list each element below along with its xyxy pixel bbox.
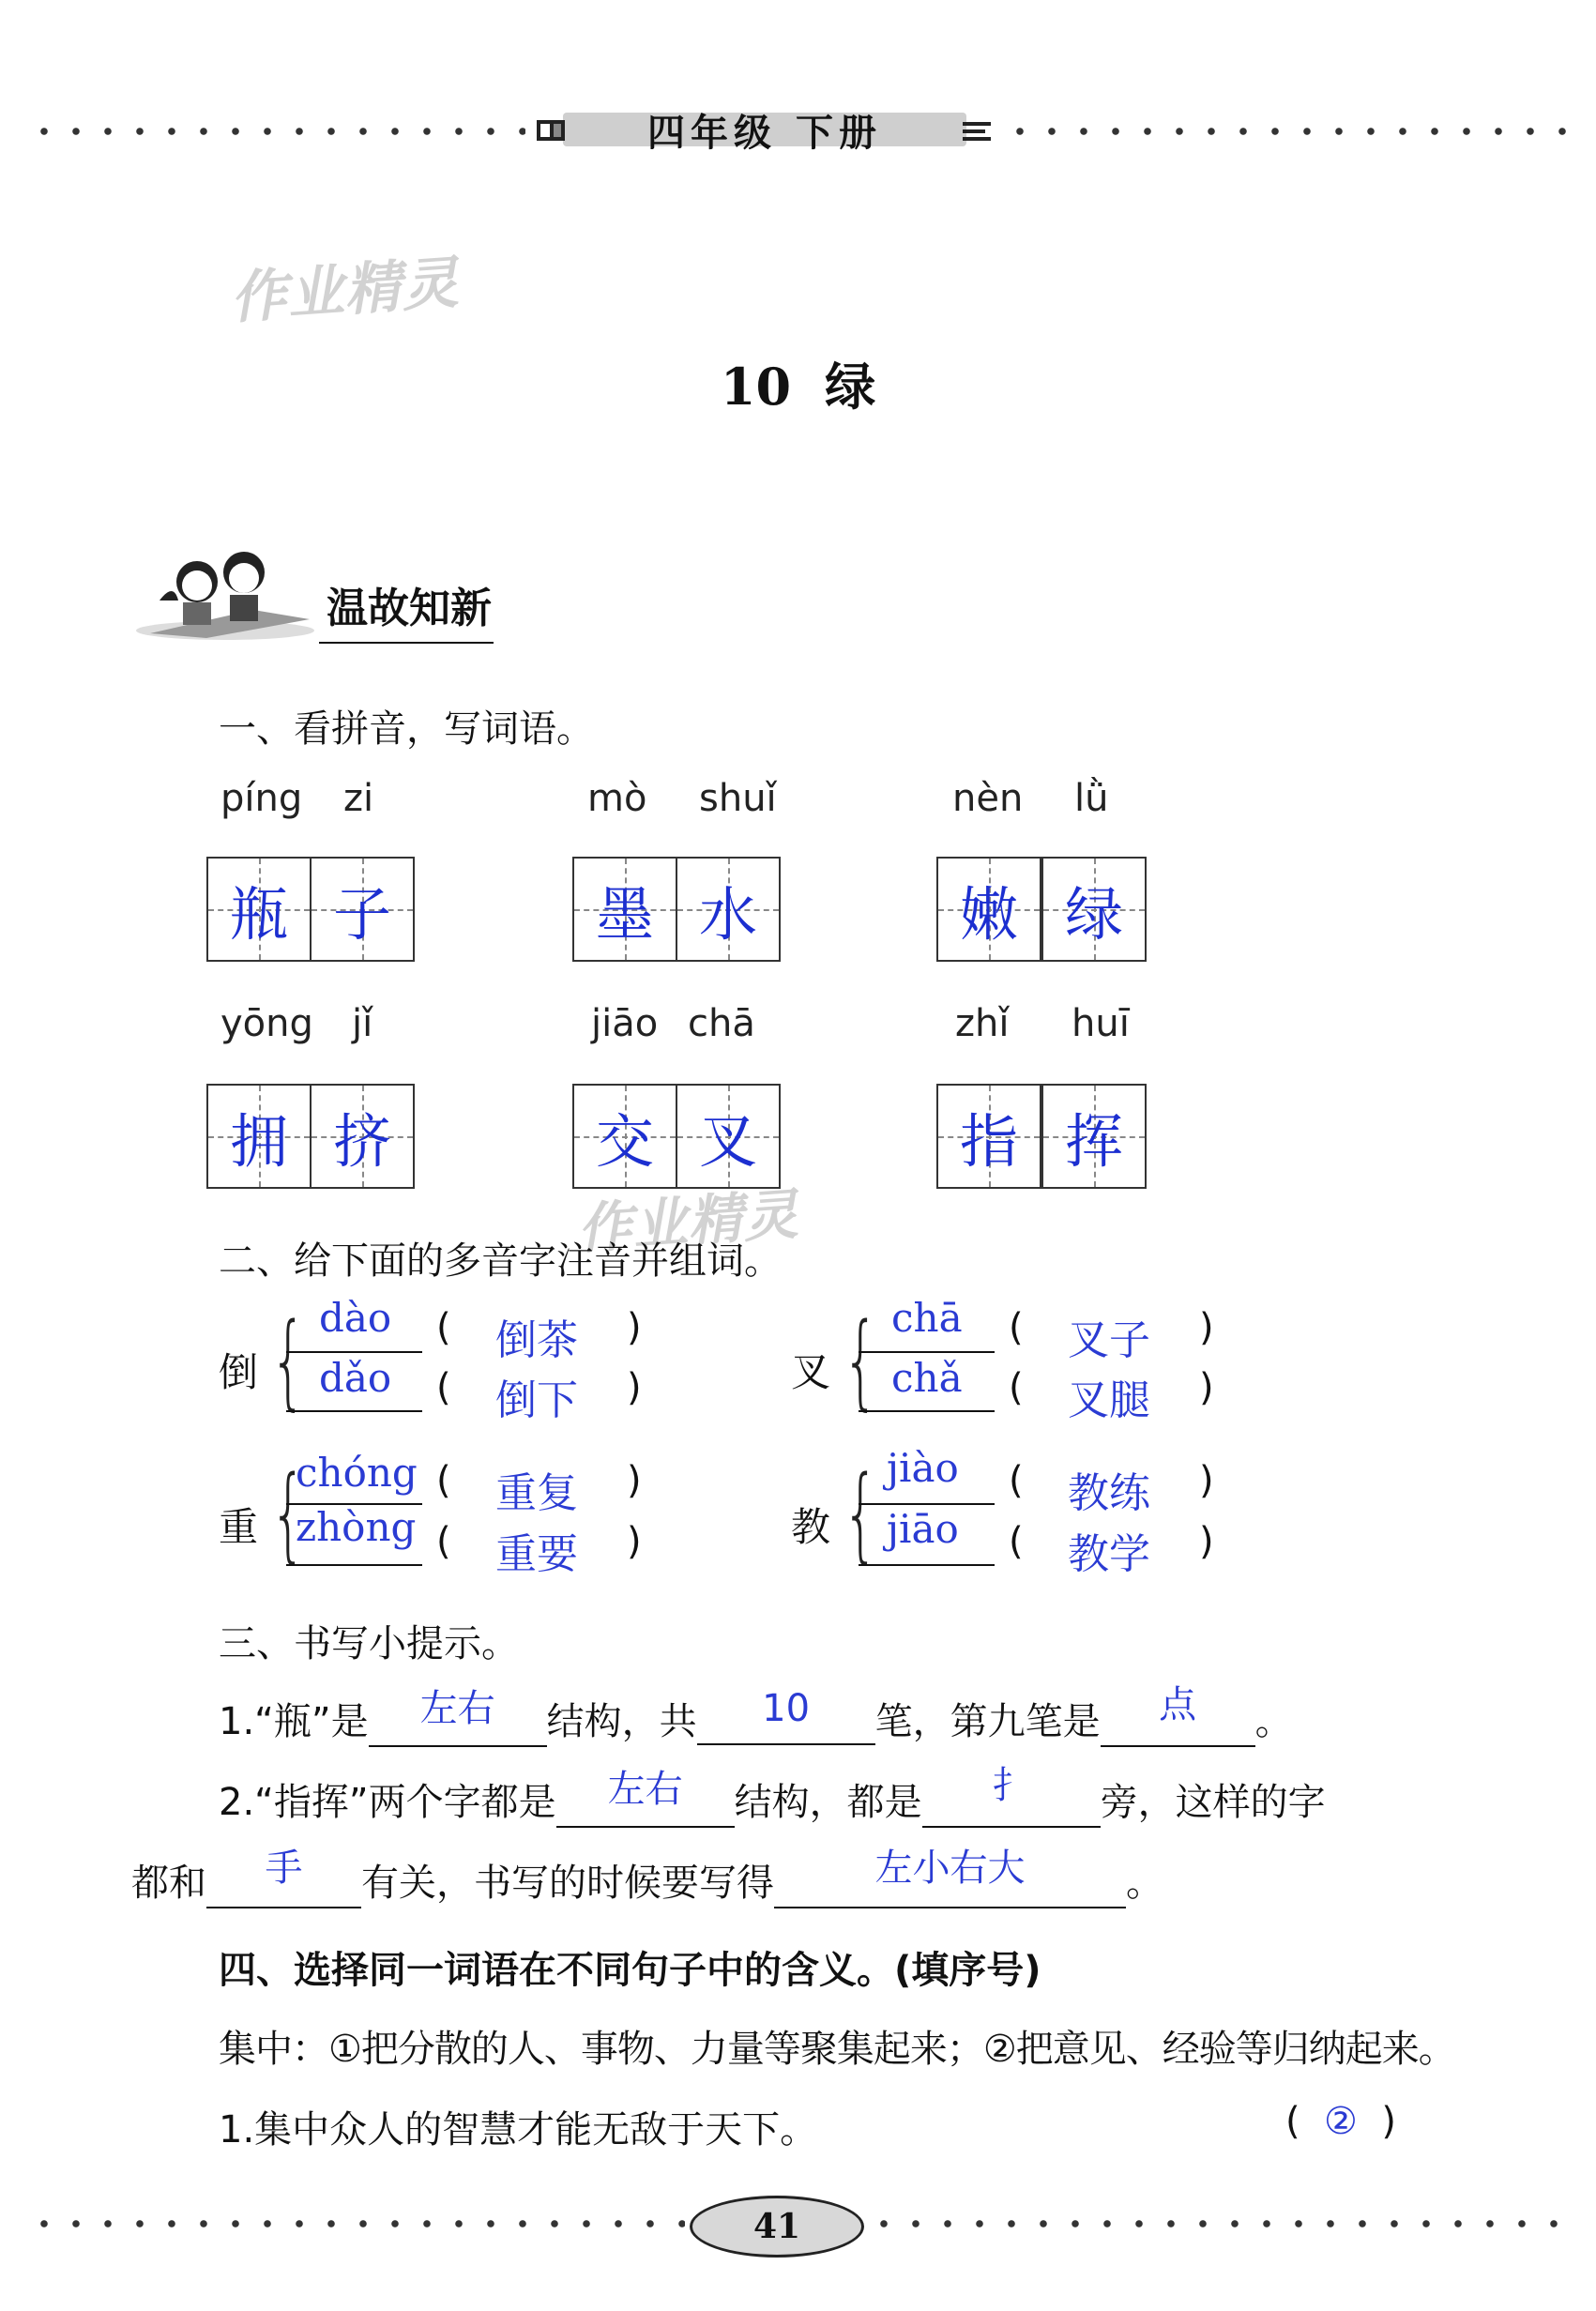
- answer-char: 水: [698, 879, 757, 949]
- answer-word: 教学: [1068, 1530, 1150, 1578]
- text: 旁，这样的字: [1100, 1781, 1326, 1824]
- text: 结构，都是: [734, 1781, 922, 1824]
- text: 都和: [131, 1862, 206, 1905]
- polyphone-char: 教: [791, 1504, 831, 1550]
- pinyin: yōng: [220, 1002, 313, 1045]
- blank: [369, 1687, 547, 1747]
- watermark: 作业精灵: [575, 1181, 801, 1262]
- pinyin: jiāo: [591, 1002, 659, 1045]
- pinyin: jǐ: [352, 1002, 373, 1045]
- brace: {: [270, 1300, 307, 1421]
- pinyin: lǜ: [1074, 777, 1109, 820]
- answer-pinyin: dǎo: [319, 1355, 392, 1401]
- pinyin: zi: [343, 777, 374, 820]
- header-title: 四年级 下册: [647, 111, 882, 155]
- answer-word: 倒茶: [495, 1316, 578, 1364]
- q4-title: 四、选择同一词语在不同句子中的含义。(填序号): [219, 1949, 1041, 1992]
- text: 。: [1126, 1862, 1163, 1905]
- brace: {: [843, 1300, 879, 1421]
- footer-dots-right: [868, 2220, 1576, 2227]
- char-box: [936, 1084, 1041, 1189]
- text: 1.“瓶”是: [219, 1700, 369, 1743]
- q1-title: 一、看拼音，写词语。: [219, 707, 594, 751]
- answer-word: 重复: [495, 1469, 578, 1517]
- answer-line: [859, 1351, 995, 1353]
- answer-word: 重要: [495, 1530, 578, 1578]
- header-dots-right: [1004, 128, 1576, 135]
- paren: ): [627, 1520, 642, 1563]
- answer-pinyin: dào: [319, 1295, 392, 1341]
- paren: ): [1199, 1366, 1214, 1409]
- answer: 点: [1159, 1683, 1197, 1726]
- text: 2.“指挥”两个字都是: [219, 1781, 556, 1824]
- polyphone-char: 叉: [791, 1349, 831, 1395]
- char-box: [310, 1084, 415, 1189]
- char-box: [572, 857, 677, 962]
- book-icon: [535, 116, 569, 144]
- char-box: [676, 1084, 781, 1189]
- pinyin: zhǐ: [955, 1002, 1010, 1045]
- pinyin: mò: [587, 777, 647, 820]
- answer: 左右: [607, 1768, 683, 1811]
- paren: ): [627, 1366, 642, 1409]
- answer-char: 绿: [1064, 879, 1123, 949]
- answer-char: 挥: [1064, 1106, 1123, 1176]
- section-label: 温故知新: [319, 574, 494, 644]
- q4-item1: 1.集中众人的智慧才能无敌于天下。: [219, 2108, 818, 2151]
- answer-pinyin: jiāo: [887, 1506, 959, 1552]
- watermark: 作业精灵: [228, 250, 462, 332]
- answer-word: 教练: [1068, 1469, 1150, 1517]
- q3-line1: [219, 1683, 1293, 1747]
- char-box: [1041, 1084, 1147, 1189]
- paren: ): [1199, 1459, 1214, 1502]
- header-dots-left: [28, 128, 525, 135]
- char-box: [936, 857, 1041, 962]
- paren: (: [436, 1520, 451, 1563]
- char-box: [206, 1084, 312, 1189]
- pinyin: huī: [1072, 1002, 1130, 1045]
- answer-char: 嫩: [959, 879, 1018, 949]
- answer-line: [859, 1410, 995, 1412]
- lines-icon: [961, 116, 995, 144]
- paren: (: [1009, 1366, 1024, 1409]
- text: 。: [1254, 1700, 1293, 1743]
- blank: [206, 1847, 361, 1908]
- char-box: [1041, 857, 1147, 962]
- pinyin: píng: [220, 777, 303, 820]
- answer-word: 倒下: [495, 1376, 578, 1424]
- paren: (: [436, 1366, 451, 1409]
- blank: [697, 1687, 875, 1745]
- answer-line: [859, 1503, 995, 1505]
- answer-line: [286, 1410, 422, 1412]
- paren: ): [1199, 1306, 1214, 1349]
- answer: 左右: [419, 1687, 495, 1730]
- char-box: [206, 857, 312, 962]
- answer: 左小右大: [874, 1847, 1026, 1890]
- q3-line3: [131, 1847, 1163, 1908]
- footer-dots-left: [28, 2220, 685, 2227]
- answer-pinyin: chā: [891, 1295, 963, 1341]
- answer-line: [286, 1564, 422, 1566]
- answer-word: 叉子: [1068, 1316, 1150, 1364]
- paren: (: [1009, 1520, 1024, 1563]
- lesson-title: [0, 347, 1596, 419]
- answer-char: 交: [595, 1106, 654, 1176]
- paren: (: [436, 1459, 451, 1502]
- answer-pinyin: zhòng: [296, 1504, 417, 1550]
- brace: {: [270, 1453, 307, 1574]
- paren: (: [1009, 1459, 1024, 1502]
- blank: [922, 1764, 1101, 1828]
- answer-pinyin: chóng: [296, 1450, 418, 1496]
- kids-reading-icon: [131, 544, 319, 647]
- answer: 扌: [992, 1764, 1030, 1807]
- blank: [774, 1847, 1126, 1908]
- blank: [1101, 1683, 1255, 1747]
- lesson-number: 10: [720, 357, 792, 417]
- answer: 手: [265, 1847, 303, 1890]
- answer-char: 瓶: [229, 879, 288, 949]
- answer-char: 墨: [595, 879, 654, 949]
- answer-char: 挤: [332, 1106, 391, 1176]
- text: 结构，共: [546, 1700, 697, 1743]
- blank: [556, 1768, 735, 1828]
- pinyin: chā: [688, 1002, 755, 1045]
- paren: (: [1009, 1306, 1024, 1349]
- polyphone-char: 倒: [219, 1349, 259, 1395]
- q4-definition: 集中：①把分散的人、事物、力量等聚集起来；②把意见、经验等归纳起来。: [219, 2028, 1455, 2071]
- paren: ): [627, 1306, 642, 1349]
- char-box: [310, 857, 415, 962]
- answer: 10: [762, 1687, 811, 1730]
- pinyin: nèn: [952, 777, 1024, 820]
- answer-char: 指: [959, 1106, 1018, 1176]
- lesson-name: 绿: [825, 357, 876, 417]
- answer-pinyin: jiào: [887, 1445, 959, 1491]
- q3-title: 三、书写小提示。: [219, 1622, 519, 1665]
- paren: (: [436, 1306, 451, 1349]
- answer-line: [286, 1351, 422, 1353]
- char-box: [572, 1084, 677, 1189]
- answer-char: 叉: [698, 1106, 757, 1176]
- answer-word: 叉腿: [1068, 1376, 1150, 1424]
- answer-char: 子: [332, 879, 391, 949]
- paren: ): [627, 1459, 642, 1502]
- answer: ②: [1324, 2100, 1358, 2143]
- char-box: [676, 857, 781, 962]
- brace: {: [843, 1453, 879, 1574]
- page-number: 41: [690, 2196, 864, 2258]
- text: 笔，第九笔是: [874, 1700, 1101, 1743]
- polyphone-char: 重: [219, 1504, 259, 1550]
- q3-line2: [219, 1764, 1326, 1828]
- header-banner: [535, 105, 995, 154]
- answer-pinyin: chǎ: [891, 1355, 963, 1401]
- answer-line: [859, 1564, 995, 1566]
- paren: ): [1199, 1520, 1214, 1563]
- answer-char: 拥: [229, 1106, 288, 1176]
- pinyin: shuǐ: [699, 777, 777, 820]
- q2-title: 二、给下面的多音字注音并组词。: [219, 1239, 782, 1283]
- text: 有关，书写的时候要写得: [361, 1862, 774, 1905]
- q4-item1-answer: ( ② ): [1285, 2100, 1396, 2143]
